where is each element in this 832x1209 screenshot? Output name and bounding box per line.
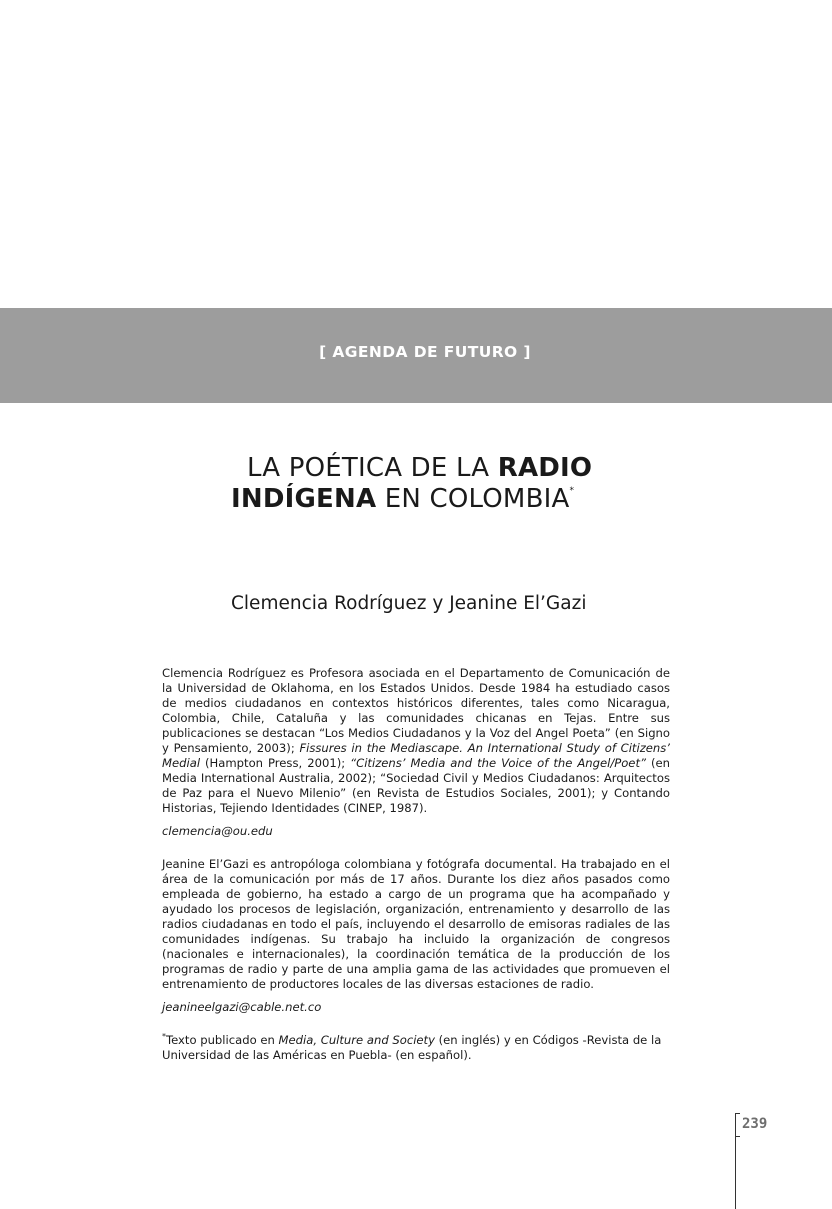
author-bios [162,666,670,1063]
bio1-text-2: (Hampton Press, 2001); [200,756,351,770]
title-line2-plain: EN COLOMBIA [376,484,570,514]
footnote-text-2: (en inglés) y en Códigos -Revista de la Universidad de las Américas en Puebla- (en español). [162,1033,662,1062]
publication-footnote [162,1033,670,1063]
title-line-2 [231,483,574,515]
bio1-text-3: (en Media International Australia, 2002); “Sociedad Civil y Medios Ciudadanos: Arquitectos de Paz para el Nuevo Milenio” (en Revista de Estudios Sociales, 2001); y Contando Historias, Tejiendo Identidades (CINEP, 1987). [162,756,670,815]
title-line1-plain: LA POÉTICA DE LA [247,453,498,483]
footnote-text-1: Texto publicado en [166,1033,279,1047]
page-number-bracket [735,1113,740,1137]
section-label: [ AGENDA DE FUTURO ] [319,342,531,361]
footnote-mark: * [162,1032,166,1041]
bio-rodriguez [162,666,670,816]
footnote-italic: Media, Culture and Society [278,1033,435,1047]
section-band [0,308,832,403]
title-line-1 [247,452,592,484]
title-footnote-mark: * [569,486,575,496]
email-elgazi[interactable]: jeanineelgazi@cable.net.co [162,1000,322,1014]
page-number-rule [735,1137,736,1209]
title-line1-bold: RADIO [497,453,593,483]
page-number: 239 [742,1116,768,1132]
bio1-text-1: Clemencia Rodríguez es Profesora asociada en el Departamento de Comunicación de la Universidad de Oklahoma, en los Estados Unidos. Desde 1984 ha estudiado casos de medios ciudadanos en contextos históricos diferentes, tales como Nicaragua, Colombia, Chile, Cataluña y las comunidades chicanas en Tejas. Entre sus publicaciones se destacan “Los Medios Ciudadanos y la Voz del Angel Poeta” (en Signo y Pensamiento, 2003); [162,666,670,755]
bio-elgazi: Jeanine El’Gazi es antropóloga colombiana y fotógrafa documental. Ha trabajado en el área de la comunicación por más de 17 años. Durante los diez años pasados como empleada de gobierno, ha estado a cargo de un programa que ha acompañado y ayudado los procesos de legislación, organización, entrenamiento y desarrollo de las radios ciudadanas en todo el país, incluyendo el desarrollo de emisoras radiales de las comunidades indígenas. Su trabajo ha incluido la organización de congresos (nacionales e internacionales), la coordinación temática de la producción de los programas de radio y parte de una amplia gama de las actividades que promueven el entrenamiento de productores locales de las diversas estaciones de radio. [162,857,670,991]
email-rodriguez[interactable]: clemencia@ou.edu [162,824,273,838]
bio1-italic-1: Fissures in the Mediascape. An International Study of Citizens’ Medial [162,741,670,770]
authors-byline: Clemencia Rodríguez y Jeanine El’Gazi [231,593,587,614]
bio1-italic-2: “Citizens’ Media and the Voice of the Angel/Poet” [350,756,646,770]
title-line2-bold: INDÍGENA [231,484,377,514]
